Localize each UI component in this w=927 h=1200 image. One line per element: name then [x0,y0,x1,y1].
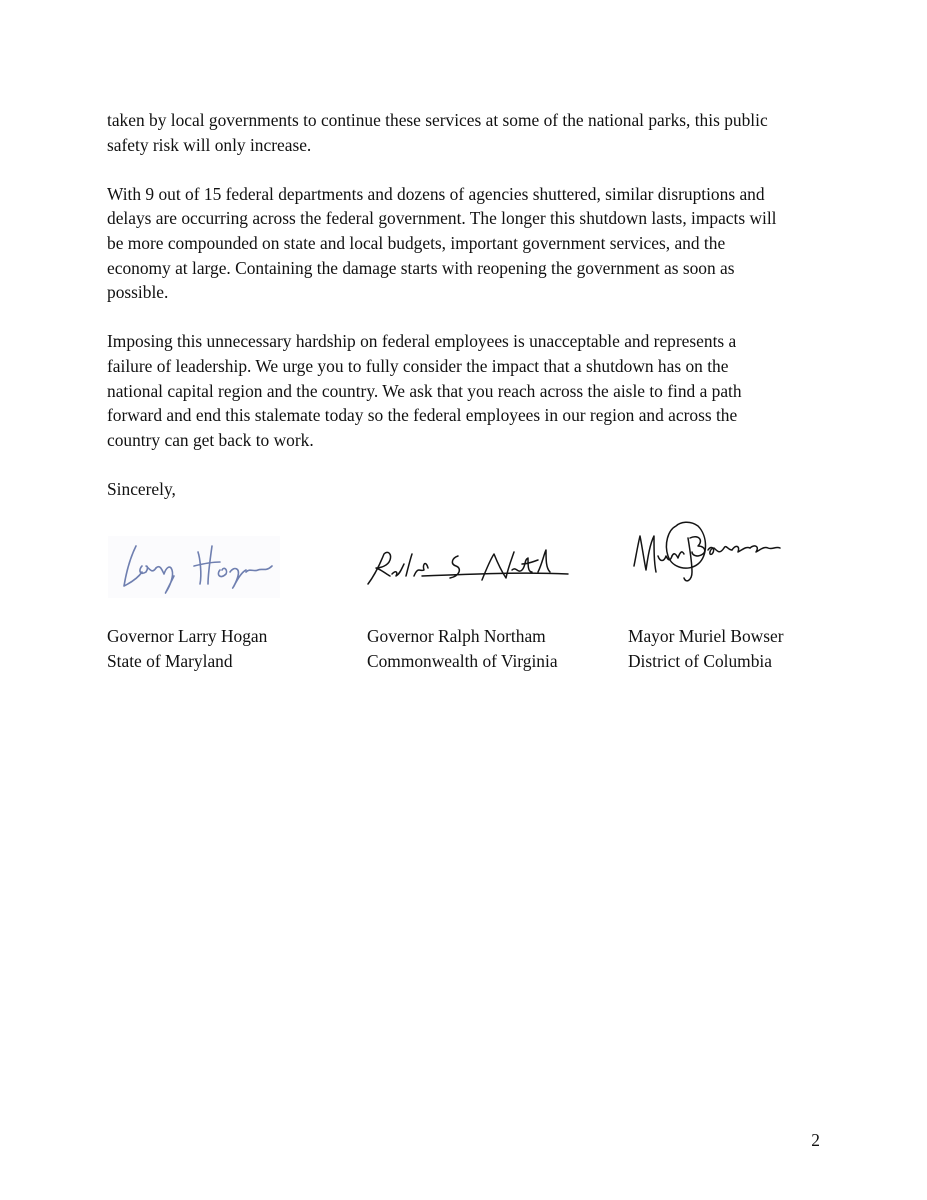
signer-name: Mayor Muriel Bowser [628,626,784,646]
letter-body [107,108,827,502]
signer-jurisdiction: Commonwealth of Virginia [367,651,558,671]
body-paragraph-3: Imposing this unnecessary hardship on federal employees is unacceptable and represents a failure of leadership. We urge you to fully consider the impact that a shutdown has on the national capital region and the country. We ask that you reach across the aisle to find a path forward and end this stalemate today so the federal employees in our region and across the country can get back to work. [107,331,742,450]
signer-jurisdiction: District of Columbia [628,651,772,671]
body-paragraph-1: taken by local governments to continue these services at some of the national parks, this public safety risk will only increase. [107,110,768,155]
signer-block-hogan [107,624,267,674]
closing-salutation: Sincerely, [107,478,176,499]
signature-northam [362,546,572,588]
body-paragraph-2: With 9 out of 15 federal departments and dozens of agencies shuttered, similar disruptions and delays are occurring across the federal government. The longer this shutdown lasts, impacts will be more compounded on state and local budgets, important government services, and the economy at large. Containing the damage starts with reopening the government as soon as possible. [107,183,777,303]
signer-name: Governor Ralph Northam [367,626,546,646]
signature-hogan [108,536,280,598]
signature-bowser [628,516,788,590]
signer-name: Governor Larry Hogan [107,626,268,646]
page-number: 2 [811,1130,820,1150]
signer-block-northam [367,624,558,674]
signer-jurisdiction: State of Maryland [107,651,233,671]
signer-block-bowser [628,624,784,674]
